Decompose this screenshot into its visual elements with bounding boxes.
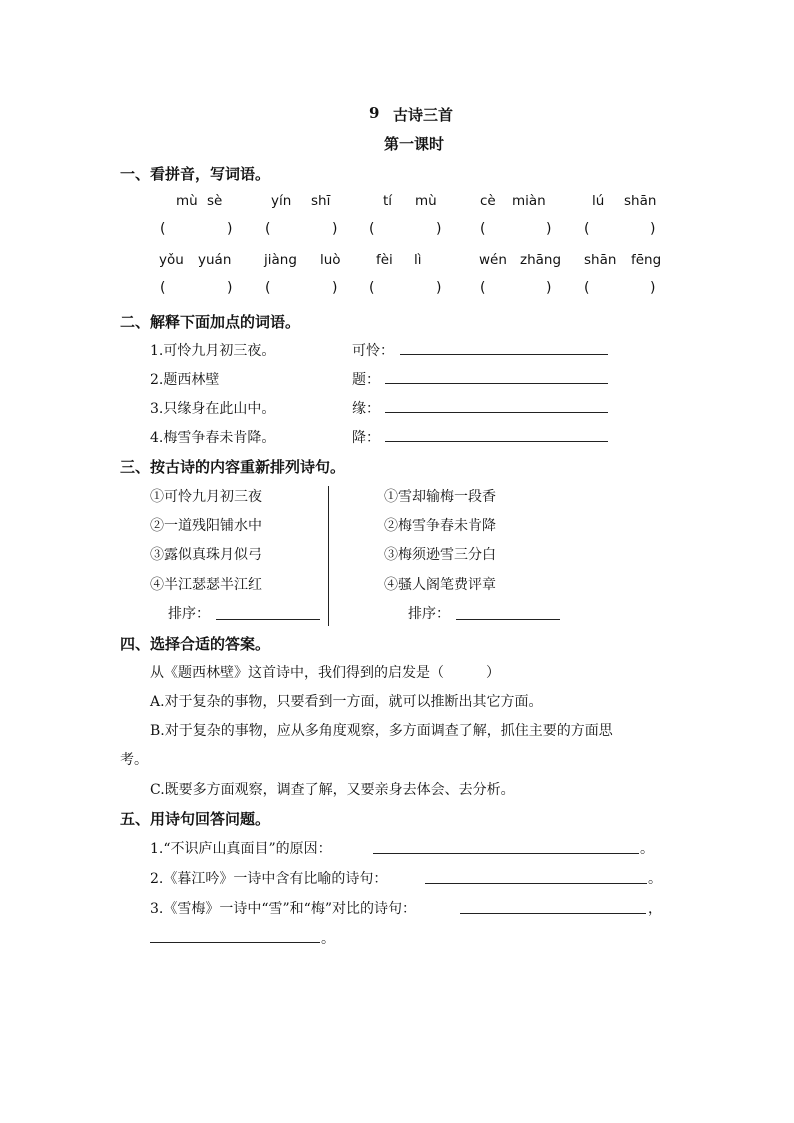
question-text: 2.题西林壁 [150,372,220,388]
pinyin: mù [176,193,198,209]
lesson-number: 9 [369,104,380,122]
question-text: 1.可怜九月初三夜。 [150,343,276,359]
choice-question: 从《题西林壁》这首诗中，我们得到的启发是（ ） [150,665,500,681]
poem-line: ①雪却输梅一段香 [384,489,496,505]
pinyin: zhāng [520,252,562,268]
answer-line[interactable] [373,853,639,854]
answer-bracket-left: ( [160,221,166,237]
pinyin: shān [584,252,617,268]
punctuation: 。 [640,841,654,857]
answer-bracket-left: ( [480,280,486,296]
choice-a[interactable]: A.对于复杂的事物，只要看到一方面，就可以推断出其它方面。 [150,694,543,710]
word-label: 降： [352,430,380,446]
session-title: 第一课时 [384,135,445,153]
pinyin: cè [480,193,496,209]
punctuation: 。 [648,871,662,887]
column-divider [328,486,329,626]
answer-bracket-right: ) [436,280,442,296]
choice-c[interactable]: C.既要多方面观察，调查了解，又要亲身去体会、去分析。 [150,782,515,798]
poem-line: ②梅雪争春未肯降 [384,518,496,534]
punctuation: ， [648,901,662,917]
pinyin: shī [311,193,331,209]
pinyin: yuán [198,252,232,268]
pinyin: luò [320,252,341,268]
pinyin: sè [207,193,223,209]
answer-bracket-left: ( [584,280,590,296]
lesson-title: 古诗三首 [393,106,454,124]
poem-line: ④半江瑟瑟半江红 [150,577,262,593]
answer-line[interactable] [425,883,647,884]
section-3-title: 三、按古诗的内容重新排列诗句。 [120,458,346,476]
answer-bracket-right: ) [436,221,442,237]
poem-line: ②一道残阳铺水中 [150,518,262,534]
choice-b[interactable]: B.对于复杂的事物，应从多角度观察，多方面调查了解，抓住主要的方面思 [150,723,613,739]
question-text: 3.只缘身在此山中。 [150,401,276,417]
punctuation: 。 [321,931,335,947]
answer-bracket-left: ( [369,280,375,296]
question-text: 1.“不识庐山真面目”的原因： [150,841,332,857]
section-2-title: 二、解释下面加点的词语。 [120,313,301,331]
answer-line[interactable] [385,383,608,384]
answer-bracket-right: ) [546,280,552,296]
question-text: 2.《暮江吟》一诗中含有比喻的诗句： [150,871,388,887]
answer-bracket-right: ) [332,221,338,237]
order-answer-line[interactable] [216,619,320,620]
answer-line[interactable] [150,942,320,943]
pinyin: tí [383,193,393,209]
answer-bracket-left: ( [160,280,166,296]
pinyin: fēng [631,252,662,268]
poem-line: ③梅须逊雪三分白 [384,547,496,563]
answer-bracket-right: ) [546,221,552,237]
order-label: 排序： [408,606,450,622]
answer-line[interactable] [460,913,646,914]
answer-bracket-right: ) [227,280,233,296]
pinyin: yǒu [159,252,184,268]
word-label: 题： [352,372,380,388]
pinyin: fèi [376,252,393,268]
answer-bracket-right: ) [227,221,233,237]
answer-bracket-left: ( [369,221,375,237]
section-5-title: 五、用诗句回答问题。 [120,810,271,828]
section-1-title: 一、看拼音，写词语。 [120,165,271,183]
pinyin: jiàng [264,252,297,268]
poem-line: ④骚人阁笔费评章 [384,577,496,593]
section-4-title: 四、选择合适的答案。 [120,635,271,653]
poem-line: ①可怜九月初三夜 [150,489,262,505]
answer-bracket-right: ) [332,280,338,296]
order-label: 排序： [168,606,210,622]
pinyin: wén [479,252,507,268]
answer-bracket-left: ( [480,221,486,237]
answer-bracket-left: ( [265,221,271,237]
pinyin: yín [271,193,292,209]
poem-line: ③露似真珠月似弓 [150,547,262,563]
choice-b-cont: 考。 [120,752,148,768]
answer-bracket-right: ) [650,221,656,237]
pinyin: miàn [512,193,546,209]
question-text: 4.梅雪争春未肯降。 [150,430,276,446]
order-answer-line[interactable] [456,619,560,620]
answer-line[interactable] [385,441,608,442]
answer-bracket-left: ( [265,280,271,296]
answer-bracket-right: ) [650,280,656,296]
pinyin: lì [414,252,422,268]
answer-bracket-left: ( [584,221,590,237]
word-label: 可怜： [352,343,394,359]
pinyin: lú [592,193,605,209]
question-text: 3.《雪梅》一诗中“雪”和“梅”对比的诗句： [150,901,416,917]
answer-line[interactable] [400,354,608,355]
answer-line[interactable] [385,412,608,413]
word-label: 缘： [352,401,380,417]
pinyin: mù [415,193,437,209]
pinyin: shān [624,193,657,209]
